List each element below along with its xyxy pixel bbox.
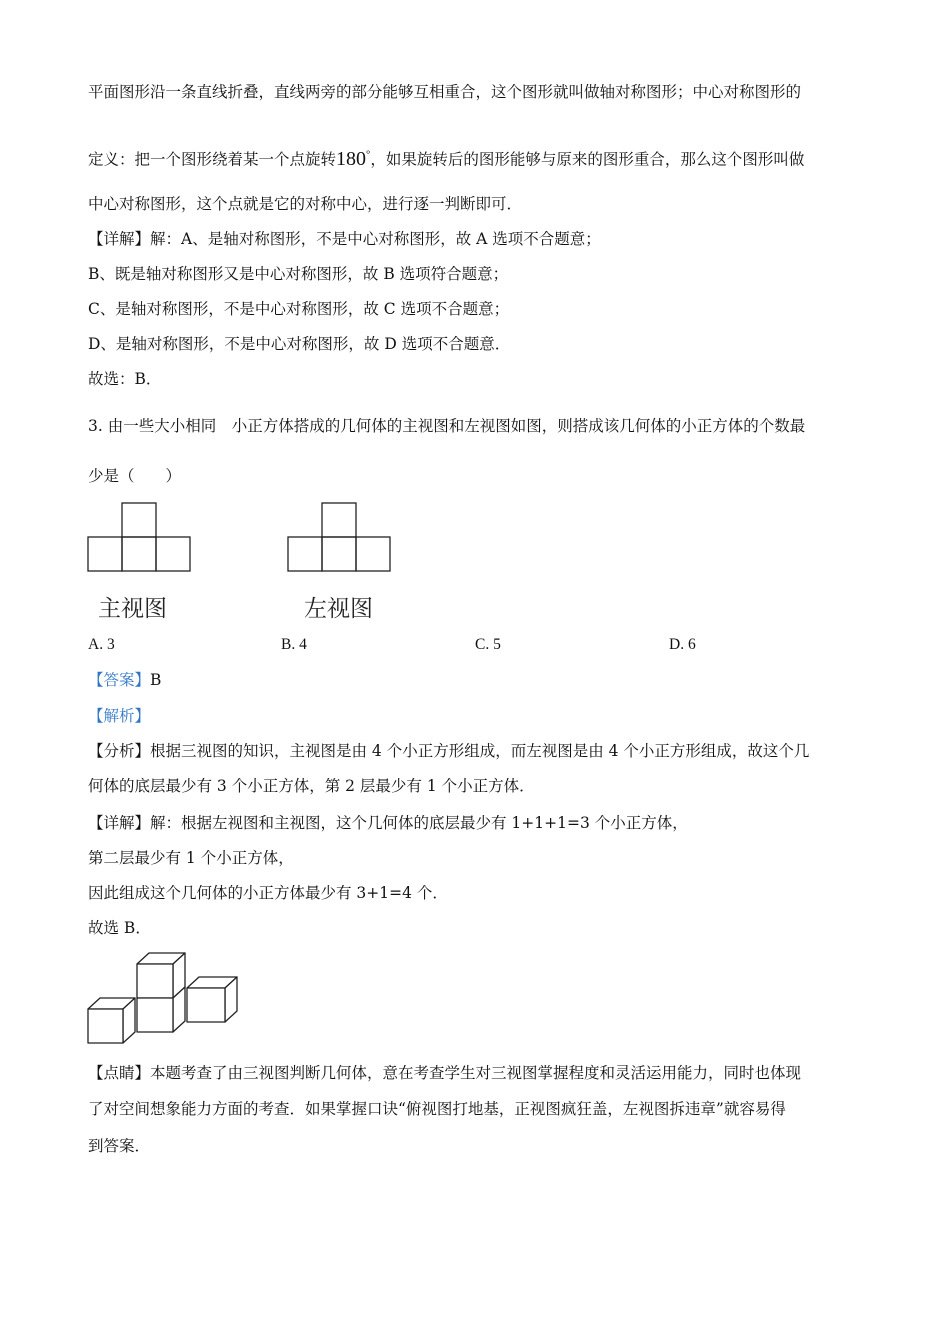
cube-top [137, 953, 185, 998]
solution-line: 【详解】解：根据左视图和主视图，这个几何体的底层最少有 1+1+1=3 个小正方体， [88, 814, 688, 832]
text-line: 故选：B． [88, 370, 162, 388]
left-view-square-3 [356, 537, 390, 571]
text-line: C、是轴对称图形，不是中心对称图形，故 C 选项不合题意； [88, 300, 510, 318]
angle-value [336, 148, 370, 170]
option-a: A. 3 [88, 636, 115, 653]
question-stem: 3. 由一些大小相同 小正方体搭成的几何体的主视图和左视图如图，则搭成该几何体的小正方体的个数最 [88, 417, 806, 435]
degree-symbol: ° [366, 148, 371, 160]
comment-line: 了对空间想象能力方面的考查．如果掌握口诀“俯视图打地基，正视图疯狂盖，左视图拆违章”就容易得 [88, 1100, 786, 1118]
cube-left [88, 998, 135, 1043]
text-line: 【详解】解：A、是轴对称图形，不是中心对称图形，故 A 选项不合题意； [88, 230, 601, 248]
text-line: 平面图形沿一条直线折叠，直线两旁的部分能够互相重合，这个图形就叫做轴对称图形；中心对称图形的 [88, 83, 802, 101]
analysis-label: 【解析】 [88, 707, 151, 725]
question-stem-cont: 少是（ ） [88, 467, 182, 485]
option-d: D. 6 [669, 636, 696, 653]
front-view-top-square [122, 503, 156, 537]
left-view-figure [287, 502, 393, 572]
text-line: 中心对称图形，这个点就是它的对称中心，进行逐一判断即可． [88, 195, 523, 213]
solution-line: 【分析】根据三视图的知识，主视图是由 4 个小正方形组成，而左视图是由 4 个小正方形组成，故这个几 [88, 742, 810, 760]
option-c: C. 5 [475, 636, 501, 653]
solution-line: 何体的底层最少有 3 个小正方体，第 2 层最少有 1 个小正方体． [88, 777, 535, 795]
text-segment: 定义：把一个图形绕着某一个点旋转 [88, 150, 337, 169]
front-view-figure [87, 502, 193, 572]
left-view-label: 左视图 [304, 596, 373, 622]
front-view-square-1 [88, 537, 122, 571]
option-b: B. 4 [281, 636, 307, 653]
solution-line: 第二层最少有 1 个小正方体， [88, 849, 294, 867]
front-view-square-2 [122, 537, 156, 571]
front-view-label: 主视图 [98, 596, 167, 622]
cube-arrangement-figure [86, 950, 244, 1046]
text-line: D、是轴对称图形，不是中心对称图形，故 D 选项不合题意． [88, 335, 511, 353]
front-view-square-3 [156, 537, 190, 571]
comment-line: 【点睛】本题考查了由三视图判断几何体，意在考查学生对三视图掌握程度和灵活运用能力，同时也体现 [88, 1064, 802, 1082]
answer-value: B [150, 671, 162, 689]
solution-line: 因此组成这个几何体的小正方体最少有 3+1=4 个． [88, 884, 448, 902]
answer-line [88, 670, 161, 690]
solution-line: 故选 B． [88, 919, 151, 937]
angle-number: 180 [336, 147, 367, 170]
left-view-top-square [322, 503, 356, 537]
text-line-rotation-definition [88, 144, 804, 170]
text-segment: ，如果旋转后的图形能够与原来的图形重合，那么这个图形叫做 [370, 150, 805, 169]
answer-label: 【答案】 [88, 671, 151, 689]
left-view-square-2 [322, 537, 356, 571]
cube-right [187, 977, 237, 1022]
text-line: B、既是轴对称图形又是中心对称图形，故 B 选项符合题意； [88, 265, 509, 283]
comment-line: 到答案． [88, 1137, 151, 1155]
left-view-square-1 [288, 537, 322, 571]
